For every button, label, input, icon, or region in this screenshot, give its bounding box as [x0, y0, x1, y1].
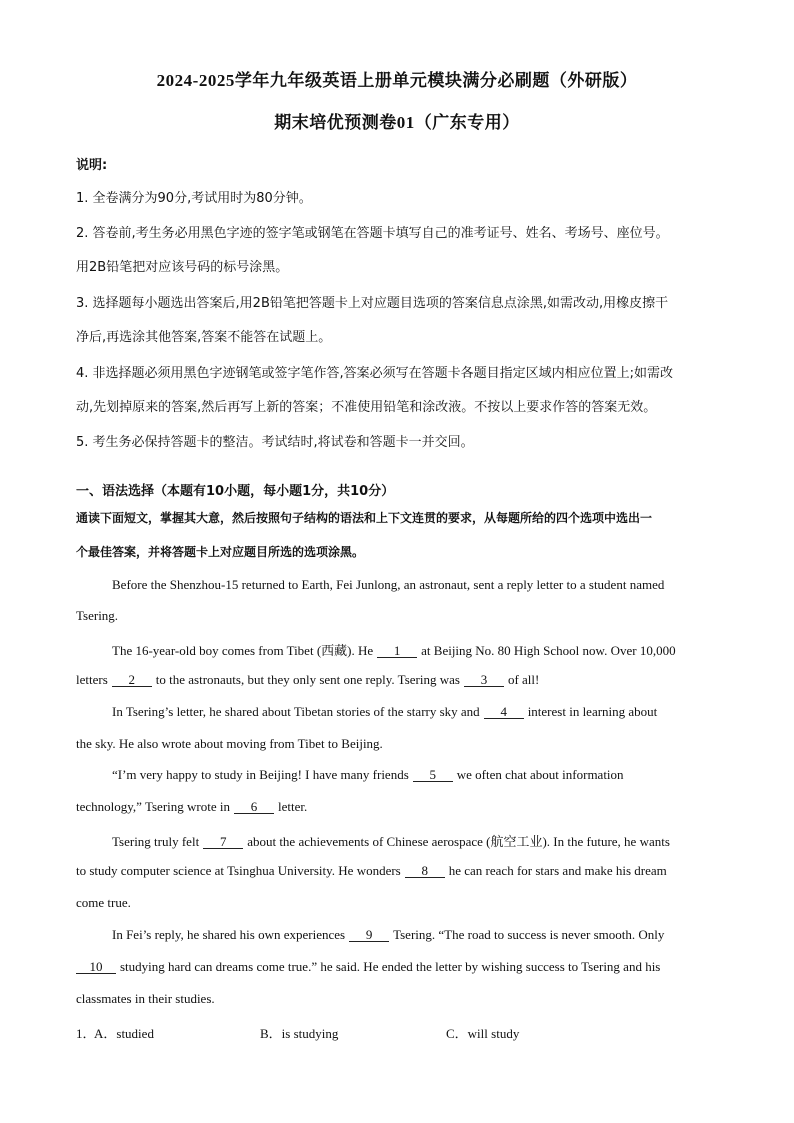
passage-text: Tsering.	[76, 608, 119, 623]
blank-4[interactable]: 4	[484, 705, 524, 719]
passage-text: to study computer science at Tsinghua University. He wonders	[76, 863, 401, 878]
instruction-line: 动,先划掉原来的答案,然后再写上新的答案；不准使用铅笔和涂改液。不按以上要求作答的答案无效。	[76, 400, 657, 415]
passage-text: technology,” Tsering wrote in	[76, 799, 230, 814]
page-subtitle: 期末培优预测卷01（广东专用）	[274, 113, 520, 132]
passage-line	[76, 608, 718, 624]
passage-text: at Beijing No. 80 High School now. Over 10,000	[421, 643, 676, 658]
passage-line	[76, 736, 718, 752]
instruction-line: 3. 选择题每小题选出答案后,用2B铅笔把答题卡上对应题目选项的答案信息点涂黑,如需改动,用橡皮擦干	[76, 296, 669, 311]
question-number: 1．	[76, 1026, 96, 1041]
passage-text: come true.	[76, 895, 131, 910]
blank-2[interactable]: 2	[112, 673, 152, 687]
passage-line	[76, 799, 718, 815]
passage-line	[76, 991, 718, 1007]
passage-text: “I’m very happy to study in Beijing! I have many friends	[112, 767, 409, 782]
section-directions: 通读下面短文，掌握其大意，然后按照句子结构的语法和上下文连贯的要求，从每题所给的四个选项中选出一	[76, 511, 653, 525]
instruction-line: 用2B铅笔把对应该号码的标号涂黑。	[76, 260, 289, 275]
page-title: 2024-2025学年九年级英语上册单元模块满分必刷题（外研版）	[156, 71, 638, 90]
blank-7[interactable]: 7	[203, 835, 243, 849]
passage-text: classmates in their studies.	[76, 991, 215, 1006]
instruction-line: 1. 全卷满分为90分,考试用时为80分钟。	[76, 191, 312, 206]
instructions-heading: 说明:	[76, 158, 108, 173]
passage-line	[76, 863, 718, 879]
passage-text: of all!	[507, 672, 540, 687]
passage-text: letters	[76, 672, 108, 687]
passage-text: In Fei’s reply, he shared his own experiences	[112, 927, 346, 942]
passage-line	[112, 640, 718, 659]
blank-8[interactable]: 8	[405, 864, 445, 878]
passage-text: interest in learning about	[527, 704, 658, 719]
passage-text: the sky. He also wrote about moving from Tibet to Beijing.	[76, 736, 383, 751]
option-b[interactable]: B．is studying	[260, 1026, 339, 1041]
passage-text: Tsering. “The road to success is never smooth. Only	[393, 927, 665, 942]
instruction-line: 净后,再选涂其他答案,答案不能答在试题上。	[76, 330, 332, 345]
passage-text: studying hard can dreams come true.” he said. He ended the letter by wishing success to Tsering and his	[120, 959, 661, 974]
instruction-line: 4. 非选择题必须用黑色字迹钢笔或签字笔作答,答案必须写在答题卡各题目指定区域内相应位置上;如需改	[76, 366, 674, 381]
blank-5[interactable]: 5	[413, 768, 453, 782]
passage-line	[112, 577, 718, 593]
blank-10[interactable]: 10	[76, 960, 116, 974]
passage-line	[76, 672, 718, 688]
blank-6[interactable]: 6	[234, 800, 274, 814]
section-directions: 个最佳答案，并将答题卡上对应题目所选的选项涂黑。	[76, 545, 365, 559]
passage-text: Before the Shenzhou-15 returned to Earth, Fei Junlong, an astronaut, sent a reply letter to a student named	[112, 577, 665, 592]
option-c[interactable]: C．will study	[446, 1026, 520, 1041]
option-a[interactable]: A．studied	[94, 1026, 154, 1041]
passage-line	[112, 704, 718, 720]
passage-line	[76, 959, 718, 975]
passage-line	[112, 767, 718, 783]
passage-line	[112, 831, 718, 850]
passage-line	[112, 927, 718, 943]
instruction-line: 5. 考生务必保持答题卡的整洁。考试结时,将试卷和答题卡一并交回。	[76, 435, 474, 450]
passage-text: The 16-year-old boy comes from Tibet (西藏). He	[112, 643, 374, 658]
passage-text: In Tsering’s letter, he shared about Tibetan stories of the starry sky and	[112, 704, 480, 719]
passage-text: he can reach for stars and make his dream	[448, 863, 667, 878]
passage-text: to the astronauts, but they only sent one reply. Tsering was	[155, 672, 460, 687]
passage-line	[76, 895, 718, 911]
blank-9[interactable]: 9	[349, 928, 389, 942]
blank-1[interactable]: 1	[377, 644, 417, 658]
instruction-line: 2. 答卷前,考生务必用黑色字迹的签字笔或钢笔在答题卡填写自己的准考证号、姓名、考场号、座位号。	[76, 226, 669, 241]
section-heading: 一、语法选择（本题有10小题，每小题1分，共10分）	[76, 484, 395, 499]
passage-text: Tsering truly felt	[112, 834, 200, 849]
passage-text: we often chat about information	[456, 767, 624, 782]
blank-3[interactable]: 3	[464, 673, 504, 687]
passage-text: about the achievements of Chinese aerospace (航空工业). In the future, he wants	[247, 834, 670, 849]
passage-text: letter.	[277, 799, 308, 814]
